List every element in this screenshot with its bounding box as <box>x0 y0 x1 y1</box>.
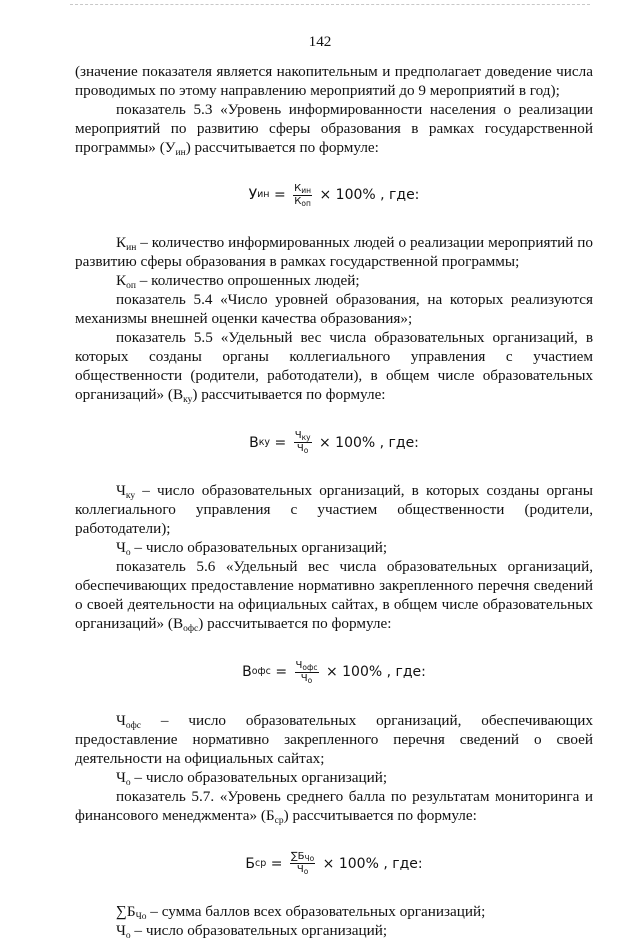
paragraph-indicator-5-4: показатель 5.4 «Число уровней образования, на которых реализуются механизмы внешней оценки качества образования»; <box>75 291 593 327</box>
formula-u-in: У ин = $\frac{К_{ин}}{К_{оп}}$ × 100% , где: <box>248 182 420 208</box>
fraction-u-in: $\frac{К_{ин}}{К_{оп}}$ <box>294 182 312 208</box>
formula-v-ofs: В офс = $\frac{Ч_{офс}}{Ч_о}$ × 100% , где: <box>242 659 426 685</box>
definition-ch-ofs: $Ч_{офс}$ – число образовательных организаций, обеспечивающих предоставление нормативно закрепленного перечня сведений о своей деятельности на официальных сайтах; <box>75 712 593 767</box>
paragraph-1: (значение показателя является накопительным и предполагает доведение числа проводимых по этому направлению мероприятий до 9 мероприятий в год); <box>75 63 593 99</box>
fraction-v-ofs: $\frac{Ч_{офс}}{Ч_о}$ <box>295 659 318 685</box>
formula-b-sr: Б ср = $\frac{\sum Б_{Чо}}{Ч_о}$ × 100% , где: <box>245 851 423 876</box>
page-number: 142 <box>308 33 332 50</box>
definition-ch-o-2: $Ч_о$ – число образовательных организаций; <box>116 769 388 788</box>
paragraph-indicator-5-3: показатель 5.3 «Уровень информированности населения о реализации мероприятий по развитию сферы образования в рамках государственной программы» $(У_{ин})$ рассчитывается по формуле: <box>75 101 593 158</box>
definition-ch-o: $Ч_о$ – число образовательных организаций; <box>116 539 388 558</box>
definition-ch-o-3: $Ч_о$ – число образовательных организаций; <box>116 922 388 941</box>
paragraph-indicator-5-7: показатель 5.7. «Уровень среднего балла по результатам мониторинга и финансового менеджмента» $(Б_{ср})$ рассчитывается по формуле: <box>75 788 593 826</box>
fraction-b-sr: $\frac{\sum Б_{Чо}}{Ч_о}$ <box>290 851 315 876</box>
paragraph-indicator-5-6: показатель 5.6 «Удельный вес числа образовательных организаций, обеспечивающих предоставление нормативно закрепленного перечня сведений о своей деятельности на официальных сайтах, в общем числе образовательных организаций» $(В_{офс})$ рассчитывается по формуле: <box>75 558 593 634</box>
fraction-v-ku: $\frac{Ч_{ку}}{Ч_о}$ <box>294 430 311 455</box>
paragraph-indicator-5-5: показатель 5.5 «Удельный вес числа образовательных организаций, в которых созданы органы коллегиального управления с участием общественности (родители, работодатели), в общем числе образовательных организаций» $(В_{ку})$ рассчитывается по формуле: <box>75 329 593 405</box>
definition-k-in: $К_{ин}$ – количество информированных людей о реализации мероприятий по развитию сферы образования в рамках государственной программы; <box>75 234 593 270</box>
formula-v-ku: В ку = $\frac{Ч_{ку}}{Ч_о}$ × 100% , где: <box>249 430 419 455</box>
definition-k-op: $К_{оп}$ – количество опрошенных людей; <box>116 272 360 291</box>
definition-ch-ku: $Ч_{ку}$ – число образовательных организаций, в которых созданы органы коллегиального управления с участием общественности (родители, работодатели); <box>75 482 593 537</box>
scan-top-edge <box>70 4 590 5</box>
definition-sum-b-cho: $\sum Б_{Чо}$ – сумма баллов всех образовательных организаций; <box>116 903 486 922</box>
document-body <box>75 62 593 940</box>
